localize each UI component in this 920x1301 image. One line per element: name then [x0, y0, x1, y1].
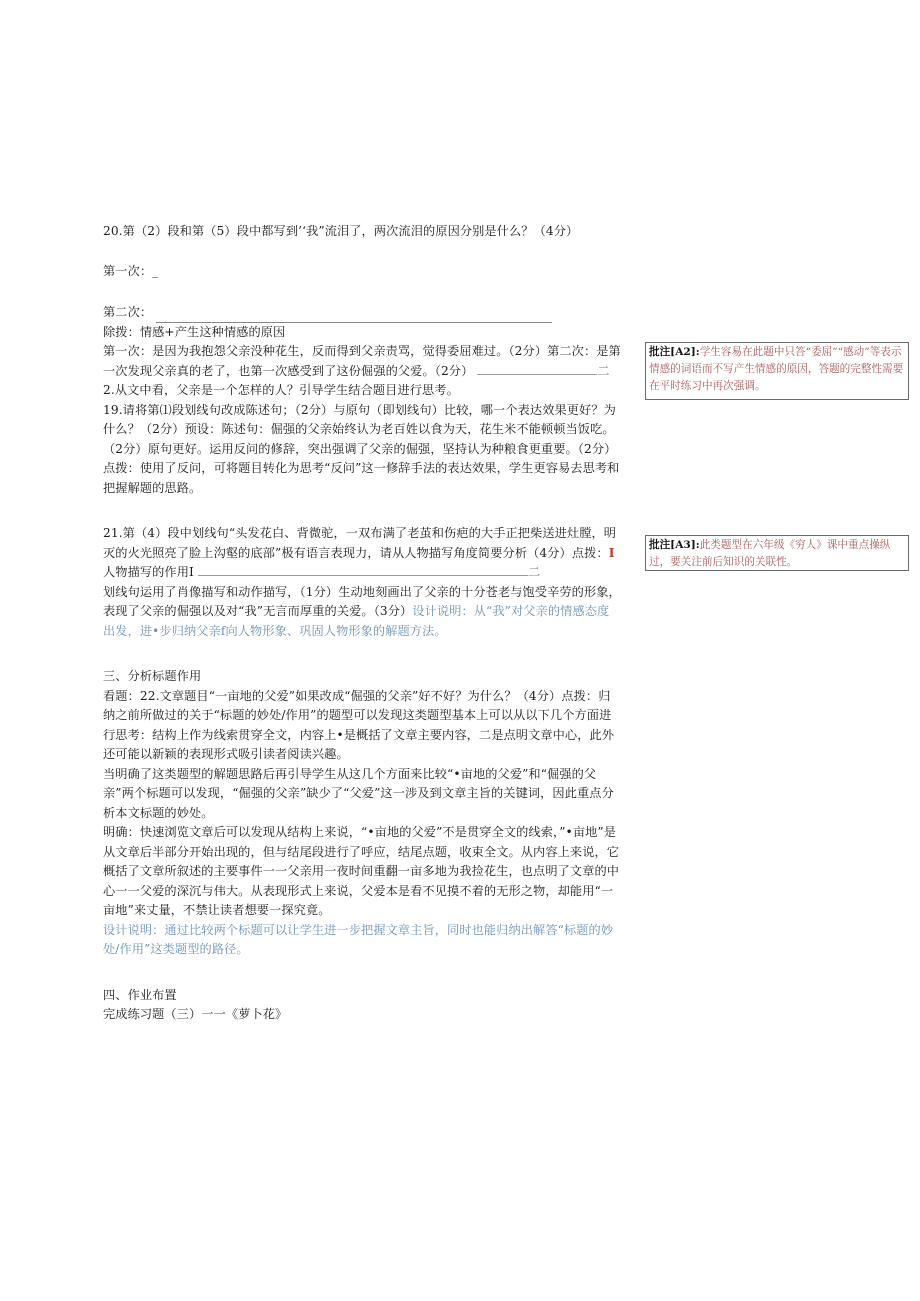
comment-tag: 批注[A3]: — [649, 539, 700, 551]
comment-box-a3[interactable] — [645, 535, 909, 571]
homework-task: 完成练习题（三）一一《萝卜花》 — [103, 1007, 288, 1021]
main-text-column — [103, 222, 621, 1025]
question-20: 20.第（2）段和第（5）段中都写到’‘我”流泪了，两次流泪的原因分别是什么？（4分） — [103, 224, 579, 238]
section-3-para-2: 当明确了这类题型的解题思路后再引导学生从这几个方面来比较“•亩地的父爱”和“倔强的父亲”两个标题可以发现，“倔强的父亲”缺少了“父爱”这一涉及到文章主旨的关键词，因此重点分析本文标题的妙处。 — [103, 766, 614, 820]
spacer — [103, 250, 621, 262]
insert-mark-2: I — [189, 565, 194, 579]
comment-text: 此类题型在六年级《穷人》课中重点操纵过，要关注前后知识的关联性。 — [649, 539, 891, 568]
question-21 — [103, 524, 621, 583]
anchor-tail-2: 二 — [527, 565, 541, 579]
answer-blank-first — [103, 262, 621, 282]
question-21-text: 21.第（4）段中划线句“头发花白、背微驼，一双布满了老茧和伤疤的大手正把柴送进灶膛，明灭的火光照亮了脸上沟壑的底部”极有语言表现力，请从人物描写角度简要分析（4分）点拨： — [103, 526, 617, 560]
comment-anchor-line-2 — [198, 565, 528, 576]
first-label: 第一次：_ — [103, 263, 159, 278]
comment-text: 学生容易在此题中只答“委屈”“感动”等表示情感的词语而不写产生情感的原因，答题的完整性需要在平时练习中再次强调。 — [649, 346, 904, 392]
answer-blank-second — [103, 303, 621, 323]
hint-20: 除拨：情感+产生这种情感的原因 — [103, 324, 286, 339]
answer-20 — [103, 342, 621, 381]
design-note-22: 设计说明：通过比较两个标题可以让学生进一步把握文章主旨，同时也能归纳出解答“标题的妙处/作用”这类题型的路径。 — [103, 922, 614, 956]
spacer — [103, 281, 621, 303]
anchor-tail: 二 — [597, 363, 610, 378]
answer-underline — [156, 311, 552, 323]
answer-21 — [103, 583, 621, 642]
spacer — [103, 960, 621, 986]
insert-mark: I — [608, 545, 615, 560]
second-label: 第二次： — [103, 305, 153, 319]
question-character: 2.从文中看，父亲是一个怎样的人？引导学生结合题目进行思考。 — [103, 383, 459, 397]
section-3-para-3: 明确：快速浏览文章后可以发现从结构上来说，“•亩地的父爱”不是贯穿全文的线索，”•亩地”是从文章后半部分开始出现的，但与结尾段进行了呼应，结尾点题，收束全文。从内容上来说，它概括了文章所叙述的主要事件一一父亲用一夜时间重翻一亩多地为我捡花生，也点明了文章的中心一一父爱的深沉与伟大。从表现形式上来说，父爱本是看不见摸不着的无形之物，却能用“一亩地”来丈量，不禁让读者想要一探究竟。 — [103, 825, 620, 917]
answer-20-text: 第一次：是因为我抱怨父亲没种花生，反而得到父亲责骂，觉得委屈难过。（2分）第二次：是第一次发现父亲真的老了，也第一次感受到了这份倔强的父爱。（2分） — [103, 344, 621, 378]
comment-anchor-line — [477, 364, 597, 375]
section-3-para-1: 看题：22.文章题目“一亩地的父爱”如果改成“倔强的父亲”好不好？为什么？（4分）点拨：归纳之前所做过的关于“标题的妙处/作用”的题型可以发现这类题型基本上可以从以下几个方面进行思考：结构上作为线索贯穿全文，内容上•是概括了文章主要内容，二是点明文章中心，此外还可能以新颖的表现形式吸引读者阅读兴趣。 — [103, 688, 615, 761]
section-4-title: 四、作业布置 — [103, 987, 177, 1002]
section-3-title: 三、分析标题作用 — [103, 669, 202, 683]
spacer — [103, 498, 621, 524]
comment-tag: 批注[A2]: — [649, 346, 700, 358]
design-note-21: 设计说明：从“我”对父亲的情感态度出发，进•步归纳父亲f向人物形象、巩固人物形象的解题方法。 — [103, 604, 610, 638]
question-21-text2: 人物描写的作用 — [103, 565, 190, 579]
question-19: 19.请将第⑴段划线句改成陈述句；（2分）与原句（即划线句）比较，哪一个表达效果更好？为什么？（2分）预设：陈述句：倔强的父亲始终认为老百姓以食为天，花生米不能顿顿当饭吃。（2分）原句更好。运用反问的修辞，突出强调了父亲的倔强，坚持认为种粮食更重要。（2分）点拨：使用了反问，可将题目转化为思考“反问”这一修辞手法的表达效果，学生更容易去思考和把握解题的思路。 — [103, 402, 620, 495]
spacer — [103, 641, 621, 667]
answer-21-text: 划线句运用了肖像描写和动作描写，（1分）生动地刻画出了父亲的十分苍老与饱受辛劳的形象，表现了父亲的倔强以及对“我”无言而厚重的关爱。（3分） — [103, 584, 621, 618]
comment-box-a2[interactable] — [645, 342, 909, 400]
